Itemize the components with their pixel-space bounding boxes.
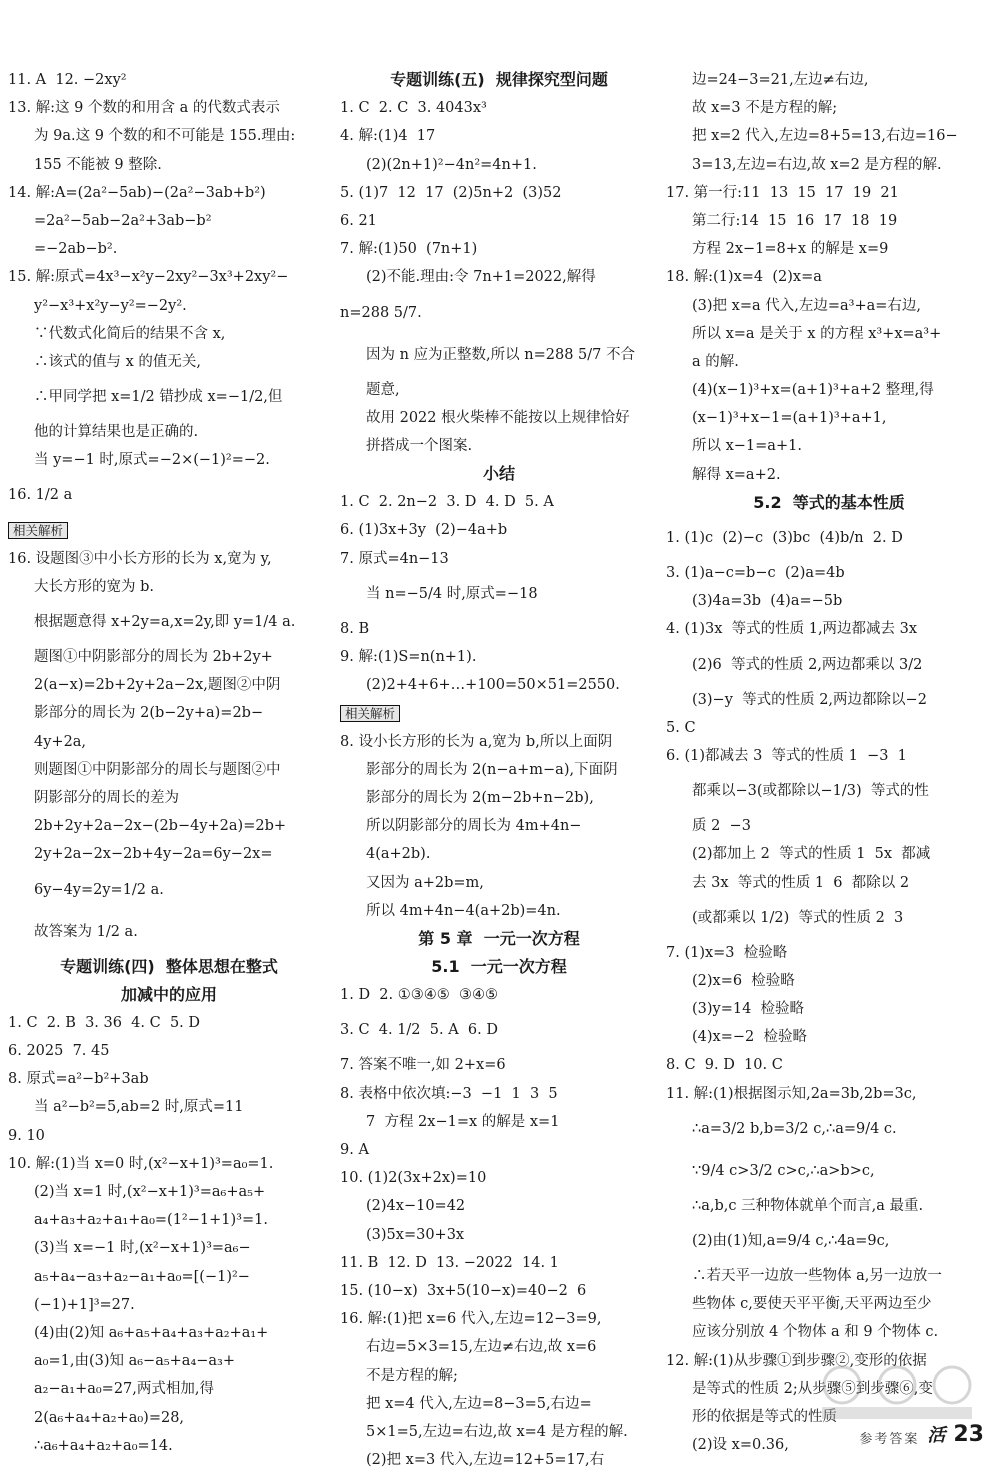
answer-line: 4. 解:(1)4 17 (340, 128, 436, 145)
answer-line: 右边=5×3=15,左边≠右边,故 x=6 (366, 1339, 597, 1356)
answer-line: (3)y=14 检验略 (692, 1001, 805, 1018)
answer-line: 2y+2a−2x−2b+4y−2a=6y−2x= (34, 846, 273, 863)
answer-line: (2)当 x=1 时,(x²−x+1)³=a₆+a₅+ (34, 1184, 266, 1200)
answer-line: 边=24−3=21,左边≠右边, (692, 72, 869, 88)
answer-line: 故答案为 1/2 a. (34, 923, 138, 940)
answer-line: 3. C 4. 1/2 5. A 6. D (340, 1022, 498, 1039)
answer-line: 他的计算结果也是正确的. (34, 424, 199, 441)
answer-line: a₂−a₁+a₀=27,两式相加,得 (34, 1381, 214, 1398)
answer-line: 6. 21 (340, 212, 377, 229)
answer-line: 根据题意得 x+2y=a,x=2y,即 y=1/4 a. (34, 614, 296, 630)
answer-line: 因为 n 应为正整数,所以 n=288 5/7 不合 (366, 346, 635, 363)
answer-line: 方程 2x−1=8+x 的解是 x=9 (692, 241, 889, 258)
answer-line: (2)都加上 2 等式的性质 1 5x 都减 (692, 846, 931, 863)
answer-line: 7. 答案不唯一,如 2+x=6 (340, 1057, 506, 1074)
answer-line: (4)x=−2 检验略 (692, 1029, 807, 1046)
answer-line: 8. B (340, 620, 370, 637)
answer-line: (2)不能.理由:令 7n+1=2022,解得 (366, 269, 596, 286)
answer-line: 9. A (340, 1142, 369, 1158)
answer-line: 16. 设题图③中小长方形的长为 x,宽为 y, (8, 550, 272, 567)
answer-line: 155 不能被 9 整除. (34, 156, 162, 173)
answer-line: 13. 解:这 9 个数的和用含 a 的代数式表示 (8, 100, 280, 117)
answer-line: (2)(2n+1)²−4n²=4n+1. (366, 156, 537, 173)
answer-line: 1. (1)c (2)−c (3)bc (4)b/n 2. D (666, 530, 903, 546)
answer-line: 7 方程 2x−1=x 的解是 x=1 (366, 1113, 560, 1130)
answer-line: ∴a,b,c 三种物体就单个而言,a 最重. (692, 1197, 924, 1214)
answer-line: 6. (1)3x+3y (2)−4a+b (340, 522, 508, 539)
answer-line: 当 n=−5/4 时,原式=−18 (366, 585, 538, 602)
answer-line: a 的解. (692, 353, 739, 370)
answer-line: ∴若天平一边放一些物体 a,另一边放一 (692, 1268, 942, 1284)
answer-line: (3)5x=30+3x (366, 1226, 465, 1243)
answer-line: 7. 解:(1)50 (7n+1) (340, 241, 478, 258)
answer-line: 所以 x−1=a+1. (692, 438, 802, 455)
answer-line: 8. C 9. D 10. C (666, 1057, 783, 1074)
analysis-tag-row (8, 516, 330, 544)
answer-line: 2(a−x)=2b+2y+2a−2x,题图②中阴 (34, 677, 281, 694)
answer-line: (x−1)³+x−1=(a+1)³+a+1, (692, 410, 887, 427)
answer-line: ∴甲同学把 x=1/2 错抄成 x=−1/2,但 (34, 389, 283, 406)
answer-line: ∵代数式化简后的结果不含 x, (34, 325, 226, 342)
answer-line: n=288 5/7. (340, 304, 422, 321)
answer-line: 10. (1)2(3x+2x)=10 (340, 1170, 487, 1187)
answer-line: (3)把 x=a 代入,左边=a³+a=右边, (692, 297, 921, 314)
answer-line: 又因为 a+2b=m, (366, 874, 484, 891)
answer-line: (4)(x−1)³+x=(a+1)³+a+2 整理,得 (692, 382, 934, 399)
answer-column-middle (340, 66, 658, 1474)
answer-line: 15. 解:原式=4x³−x²y−2xy²−3x³+2xy²− (8, 269, 289, 286)
answer-line: 12. 解:(1)从步骤①到步骤②,变形的依据 (666, 1352, 927, 1369)
answer-line: 6y−4y=2y=1/2 a. (34, 881, 164, 898)
answer-line: 第二行:14 15 16 17 18 19 (692, 212, 898, 229)
answer-line: 9. 10 (8, 1127, 45, 1144)
answer-line: 影部分的周长为 2(b−2y+a)=2b− (34, 705, 264, 722)
answer-line: 些物体 c,要使天平平衡,天平两边至少 (692, 1296, 932, 1313)
answer-line: 2b+2y+2a−2x−(2b−4y+2a)=2b+ (34, 818, 287, 835)
answer-line: 14. 解:A=(2a²−5ab)−(2a²−3ab+b²) (8, 184, 266, 201)
answer-line: 影部分的周长为 2(n−a+m−a),下面阴 (366, 761, 618, 778)
answer-line: (2)6 等式的性质 2,两边都乘以 3/2 (692, 656, 923, 673)
answer-line: 则题图①中阴影部分的周长与题图②中 (34, 761, 281, 778)
answer-line: (3)−y 等式的性质 2,两边都除以−2 (692, 691, 927, 708)
answer-line: 题图①中阴影部分的周长为 2b+2y+ (34, 649, 273, 665)
answer-line: 所以 4m+4n−4(a+2b)=4n. (366, 902, 561, 919)
answer-line: (2)4x−10=42 (366, 1198, 466, 1215)
answer-line: =−2ab−b². (34, 241, 118, 258)
answer-line: 15. (10−x) 3x+5(10−x)=40−2 6 (340, 1282, 587, 1299)
answer-line: 质 2 −3 (692, 818, 751, 835)
answer-line: 5. (1)7 12 17 (2)5n+2 (3)52 (340, 184, 562, 201)
answer-line: 阴影部分的周长的差为 (34, 789, 179, 806)
analysis-tag: 相关解析 (8, 522, 68, 539)
answer-line: 5. C (666, 719, 696, 736)
answer-line: 不是方程的解; (366, 1367, 458, 1384)
answer-line: 故用 2022 根火柴棒不能按以上规律恰好 (366, 409, 630, 426)
answer-line: 16. 1/2 a (8, 487, 73, 504)
analysis-tag-row (340, 699, 658, 727)
answer-line: (3)4a=3b (4)a=−5b (692, 593, 843, 610)
answer-line: (4)由(2)知 a₆+a₅+a₄+a₃+a₂+a₁+ (34, 1324, 269, 1341)
answer-line: 1. C 2. B 3. 36 4. C 5. D (8, 1014, 201, 1031)
answer-line: =2a²−5ab−2a²+3ab−b² (34, 212, 212, 229)
answer-line: ∴该式的值与 x 的值无关, (34, 353, 202, 370)
answer-line: 8. 原式=a²−b²+3ab (8, 1071, 149, 1088)
answer-line: 故 x=3 不是方程的解; (692, 100, 838, 117)
answer-line: 当 y=−1 时,原式=−2×(−1)²=−2. (34, 452, 270, 469)
answer-line: 7. 原式=4n−13 (340, 550, 449, 567)
answer-line: 1. C 2. 2n−2 3. D 4. D 5. A (340, 494, 554, 511)
answer-line: 3=13,左边=右边,故 x=2 是方程的解. (692, 156, 942, 173)
answer-line: 当 a²−b²=5,ab=2 时,原式=11 (34, 1099, 244, 1116)
answer-line: 8. 设小长方形的长为 a,宽为 b,所以上面阴 (340, 733, 613, 750)
answer-line: 为 9a.这 9 个数的和不可能是 155.理由: (34, 128, 296, 145)
answer-line: 9. 解:(1)S=n(n+1). (340, 649, 477, 665)
answer-line: (−1)+1]³=27. (34, 1296, 135, 1313)
answer-line: 11. B 12. D 13. −2022 14. 1 (340, 1254, 559, 1271)
answer-line: 1. C 2. C 3. 4043x³ (340, 100, 487, 117)
answer-line: 10. 解:(1)当 x=0 时,(x²−x+1)³=a₀=1. (8, 1155, 274, 1172)
section-heading: 专题训练(四) 整体思想在整式 (60, 956, 278, 976)
answer-line: 8. 表格中依次填:−3 −1 1 3 5 (340, 1085, 558, 1102)
analysis-tag: 相关解析 (340, 705, 400, 722)
answer-line: 5×1=5,左边=右边,故 x=4 是方程的解. (366, 1423, 628, 1440)
section-heading: 第 5 章 一元一次方程 (418, 928, 580, 948)
answer-line: 形的依据是等式的性质 (692, 1408, 837, 1425)
answer-line: 所以 x=a 是关于 x 的方程 x³+x=a³+ (692, 325, 942, 342)
page-footer (859, 1421, 984, 1447)
section-heading: 小结 (482, 464, 515, 484)
answer-line: 是等式的性质 2;从步骤⑤到步骤⑥,变 (692, 1380, 933, 1397)
answer-line: 16. 解:(1)把 x=6 代入,左边=12−3=9, (340, 1311, 602, 1328)
section-heading: 专题训练(五) 规律探究型问题 (390, 70, 608, 89)
answer-line: 所以阴影部分的周长为 4m+4n− (366, 818, 582, 835)
answer-line: ∵9/4 c>3/2 c>c,∴a>b>c, (692, 1162, 875, 1179)
answer-line: 题意, (366, 381, 400, 398)
answer-line: a₅+a₄−a₃+a₂−a₁+a₀=[(−1)²− (34, 1268, 250, 1285)
page-number: 23 (953, 1422, 984, 1447)
answer-line: 拼搭成一个图案. (366, 437, 473, 454)
answer-column-right (666, 66, 992, 1459)
answer-line: ∴a₆+a₄+a₂+a₀=14. (34, 1437, 173, 1454)
answer-line: 17. 第一行:11 13 15 17 19 21 (666, 184, 899, 201)
answer-line: 解得 x=a+2. (692, 466, 781, 483)
section-heading: 5.2 等式的基本性质 (753, 492, 905, 512)
watermark-logo (812, 1363, 982, 1423)
answer-line: 大长方形的宽为 b. (34, 578, 154, 595)
answer-line: 7. (1)x=3 检验略 (666, 944, 788, 961)
answer-line: (2)2+4+6+…+100=50×51=2550. (366, 677, 620, 694)
answer-line: 4. (1)3x 等式的性质 1,两边都减去 3x (666, 621, 918, 638)
answer-line: 6. 2025 7. 45 (8, 1043, 110, 1060)
answer-line: 把 x=4 代入,左边=8−3=5,右边= (366, 1395, 592, 1412)
answer-line: 4y+2a, (34, 733, 87, 750)
answer-line: 把 x=2 代入,左边=8+5=13,右边=16− (692, 128, 958, 145)
answer-line: y²−x³+x²y−y²=−2y². (34, 297, 187, 314)
answer-line: (或都乘以 1/2) 等式的性质 2 3 (692, 909, 904, 926)
answer-line: 去 3x 等式的性质 1 6 都除以 2 (692, 874, 910, 891)
answer-line: a₀=1,由(3)知 a₆−a₅+a₄−a₃+ (34, 1353, 236, 1370)
answer-line: 都乘以−3(或都除以−1/3) 等式的性 (692, 783, 929, 800)
answer-column-left (8, 66, 330, 1460)
answer-line: (2)x=6 检验略 (692, 972, 795, 989)
answer-line: 18. 解:(1)x=4 (2)x=a (666, 269, 822, 286)
footer-label: 参考答案 (859, 1432, 920, 1447)
answer-line: (2)由(1)知,a=9/4 c,∴4a=9c, (692, 1233, 890, 1249)
answer-line: 影部分的周长为 2(m−2b+n−2b), (366, 789, 594, 806)
answer-line: ∴a=3/2 b,b=3/2 c,∴a=9/4 c. (692, 1120, 897, 1137)
answer-line: 2(a₆+a₄+a₂+a₀)=28, (34, 1409, 185, 1426)
answer-line: 11. A 12. −2xy² (8, 72, 127, 88)
section-heading: 5.1 一元一次方程 (431, 957, 567, 977)
answer-line: 3. (1)a−c=b−c (2)a=4b (666, 565, 845, 581)
answer-line: 6. (1)都减去 3 等式的性质 1 −3 1 (666, 747, 907, 764)
answer-line: (2)设 x=0.36, (692, 1437, 789, 1454)
answer-line: 4(a+2b). (366, 846, 431, 863)
answer-line: (2)把 x=3 代入,左边=12+5=17,右 (366, 1452, 605, 1469)
answer-line: 1. D 2. ①③④⑤ ③④⑤ (340, 987, 498, 1004)
answer-line: 应该分别放 4 个物体 a 和 9 个物体 c. (692, 1324, 939, 1341)
section-heading: 加减中的应用 (120, 984, 217, 1004)
answer-line: 11. 解:(1)根据图示知,2a=3b,2b=3c, (666, 1085, 917, 1102)
footer-brand: 活 (927, 1425, 946, 1446)
answer-line: a₄+a₃+a₂+a₁+a₀=(1²−1+1)³=1. (34, 1212, 268, 1229)
answer-line: (3)当 x=−1 时,(x²−x+1)³=a₆− (34, 1240, 251, 1257)
